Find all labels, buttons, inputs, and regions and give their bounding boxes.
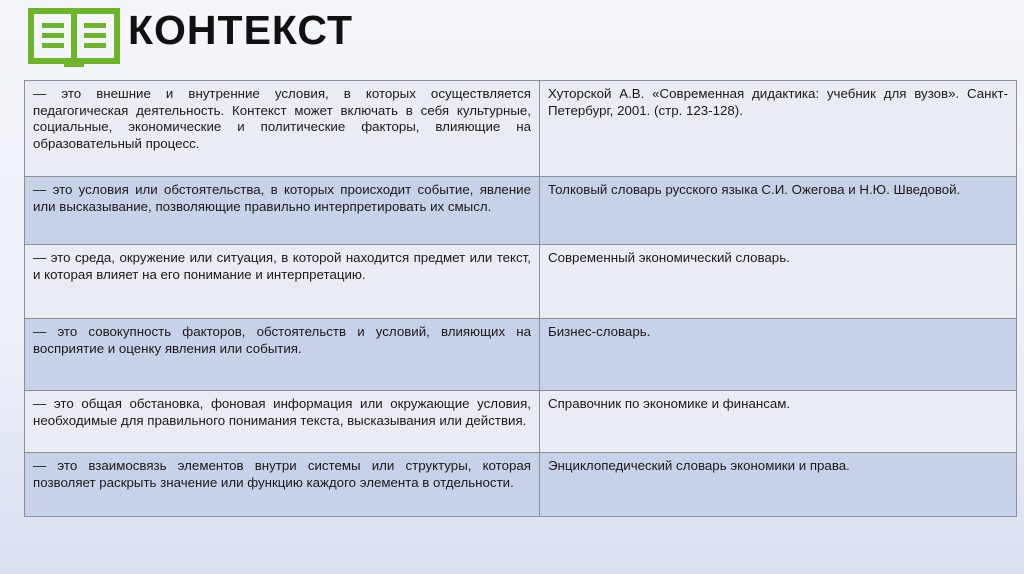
definition-cell: — это общая обстановка, фоновая информация или окружающие условия, необходимые для правильного понимания текста, высказывания или действия.: [25, 391, 540, 453]
table-row: [25, 81, 1017, 177]
source-cell: Хуторской А.В. «Современная дидактика: учебник для вузов». Санкт-Петербург, 2001. (стр. 123-128).: [540, 81, 1017, 177]
source-cell: Толковый словарь русского языка С.И. Ожегова и Н.Ю. Шведовой.: [540, 177, 1017, 245]
source-cell: Справочник по экономике и финансам.: [540, 391, 1017, 453]
open-book-icon: [28, 8, 120, 68]
slide-title: КОНТЕКСТ: [128, 7, 354, 53]
table-row: [25, 391, 1017, 453]
source-cell: Современный экономический словарь.: [540, 245, 1017, 319]
slide-header: [0, 0, 1024, 80]
source-cell: Бизнес-словарь.: [540, 319, 1017, 391]
definition-cell: — это совокупность факторов, обстоятельств и условий, влияющих на восприятие и оценку явления или события.: [25, 319, 540, 391]
definition-cell: — это условия или обстоятельства, в которых происходит событие, явление или высказывание, позволяющие правильно интерпретировать их смысл.: [25, 177, 540, 245]
definition-cell: — это среда, окружение или ситуация, в которой находится предмет или текст, и которая влияет на его понимание и интерпретацию.: [25, 245, 540, 319]
table-row: [25, 319, 1017, 391]
definition-cell: — это внешние и внутренние условия, в которых осуществляется педагогическая деятельность. Контекст может включать в себя культурные, социальные, экономические и политические факторы, влияющие на образовательный процесс.: [25, 81, 540, 177]
definitions-table: [24, 80, 1017, 517]
table-row: [25, 245, 1017, 319]
table-row: [25, 177, 1017, 245]
source-cell: Энциклопедический словарь экономики и права.: [540, 453, 1017, 517]
table-row: [25, 453, 1017, 517]
definition-cell: — это взаимосвязь элементов внутри системы или структуры, которая позволяет раскрыть значение или функцию каждого элемента в отдельности.: [25, 453, 540, 517]
